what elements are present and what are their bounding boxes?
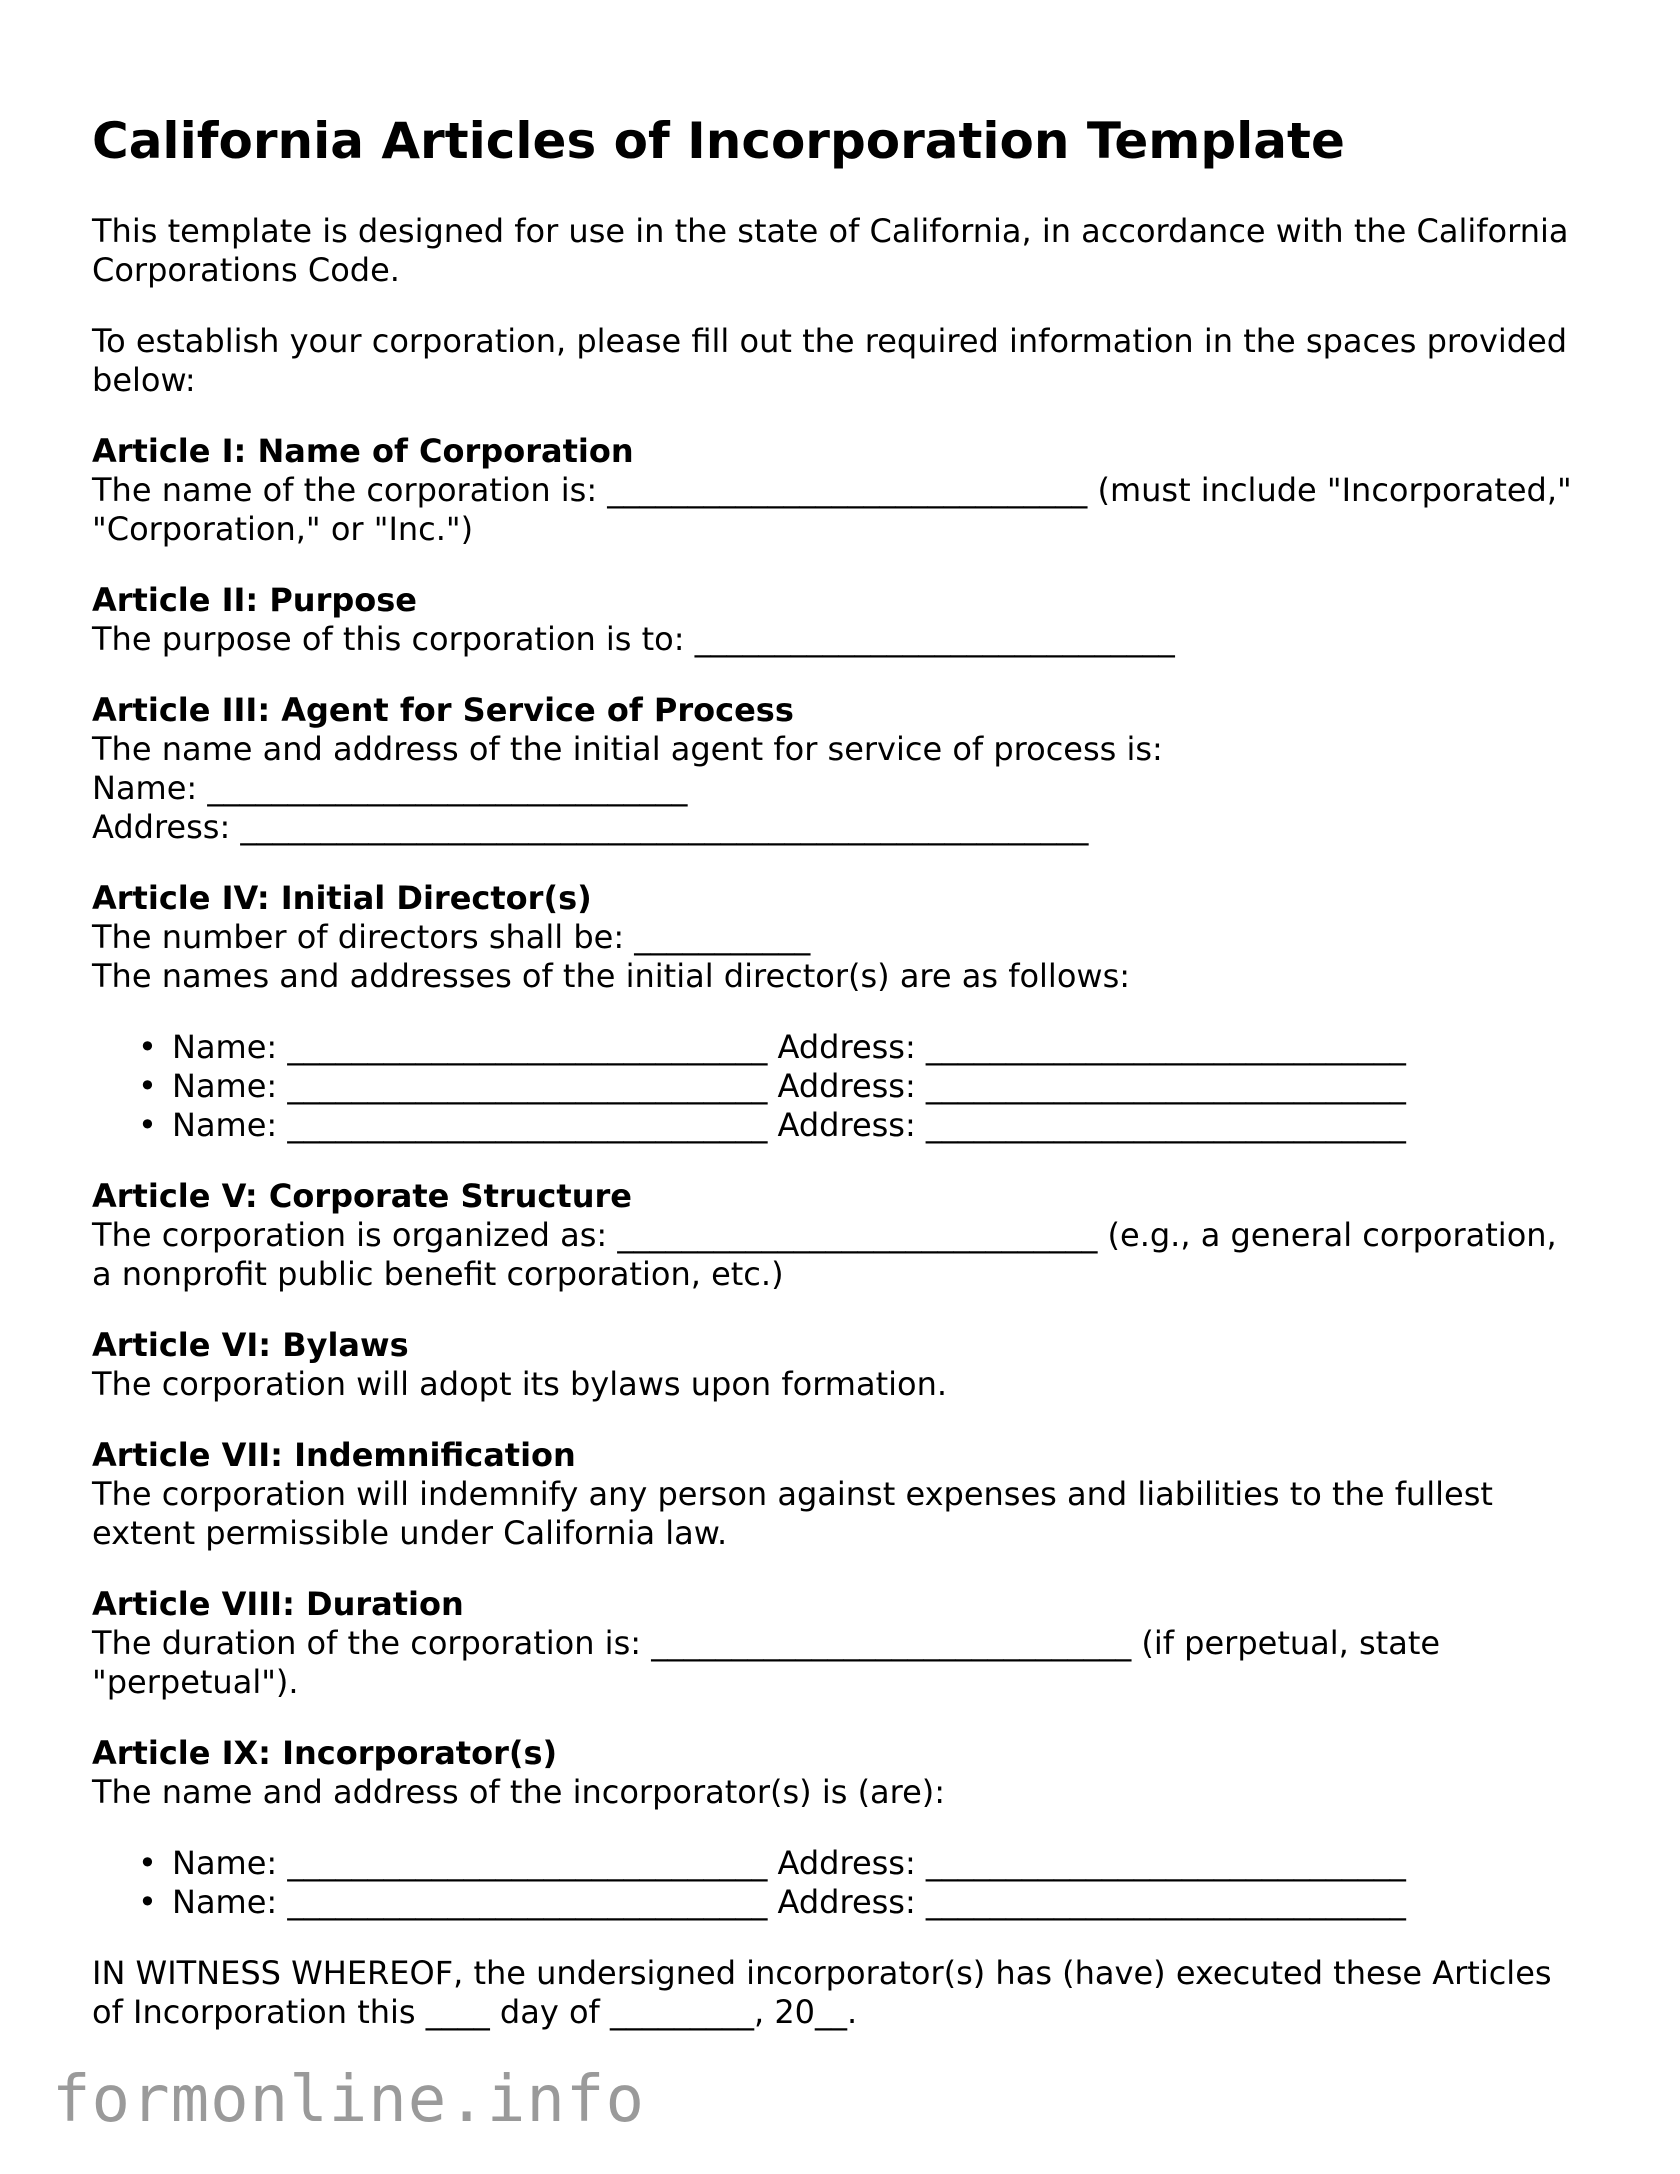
article-6-heading: Article VI: Bylaws — [92, 1326, 409, 1364]
incorporators-description: The name and address of the incorporator(s) is (are): — [92, 1773, 946, 1811]
intro-paragraph-1: This template is designed for use in the state of California, in accordance with the California Corporations Code. — [92, 212, 1569, 289]
corporation-name-field: The name of the corporation is: ______________________________ (must include "Incorporated," "Corporation," or "Inc.") — [92, 471, 1572, 548]
article-4-section — [92, 879, 1572, 996]
article-7-section — [92, 1436, 1572, 1553]
incorporator-entry: • Name: ______________________________ Address: ______________________________ — [172, 1844, 1572, 1883]
director-entry: • Name: ______________________________ Address: ______________________________ — [172, 1028, 1572, 1067]
purpose-field: The purpose of this corporation is to: ______________________________ — [92, 620, 1175, 658]
article-3-heading: Article III: Agent for Service of Process — [92, 691, 794, 729]
incorporators-list — [92, 1844, 1572, 1922]
director-entry: • Name: ______________________________ Address: ______________________________ — [172, 1067, 1572, 1106]
article-3-section — [92, 691, 1572, 847]
article-5-section — [92, 1177, 1572, 1294]
article-4-heading: Article IV: Initial Director(s) — [92, 879, 592, 917]
bylaws-text: The corporation will adopt its bylaws upon formation. — [92, 1365, 948, 1403]
article-8-section — [92, 1585, 1572, 1702]
document-title: California Articles of Incorporation Template — [92, 112, 1345, 170]
article-5-heading: Article V: Corporate Structure — [92, 1177, 632, 1215]
director-entry: • Name: ______________________________ Address: ______________________________ — [172, 1106, 1572, 1145]
article-2-section — [92, 581, 1572, 659]
article-1-heading: Article I: Name of Corporation — [92, 432, 634, 470]
indemnification-text: The corporation will indemnify any person against expenses and liabilities to the fullest extent permissible under California law. — [92, 1475, 1493, 1552]
article-9-heading: Article IX: Incorporator(s) — [92, 1734, 558, 1772]
article-1-section — [92, 432, 1572, 549]
duration-field: The duration of the corporation is: ______________________________ (if perpetual, state "perpetual"). — [92, 1624, 1441, 1701]
directors-list — [92, 1028, 1572, 1145]
witness-statement: IN WITNESS WHEREOF, the undersigned incorporator(s) has (have) executed these Articles of Incorporation this ____ day of _________, 20__. — [92, 1954, 1552, 2031]
article-8-heading: Article VIII: Duration — [92, 1585, 464, 1623]
document-page — [92, 110, 1572, 2064]
agent-name-field: Name: ______________________________ — [92, 769, 688, 807]
director-count-field: The number of directors shall be: ___________ — [92, 918, 811, 956]
article-6-section — [92, 1326, 1572, 1404]
article-7-heading: Article VII: Indemnification — [92, 1436, 576, 1474]
agent-description: The name and address of the initial agent for service of process is: — [92, 730, 1163, 768]
agent-address-field: Address: _____________________________________________________ — [92, 808, 1089, 846]
incorporator-entry: • Name: ______________________________ Address: ______________________________ — [172, 1883, 1572, 1922]
article-2-heading: Article II: Purpose — [92, 581, 417, 619]
directors-description: The names and addresses of the initial director(s) are as follows: — [92, 957, 1131, 995]
article-9-section — [92, 1734, 1572, 1812]
corporate-structure-field: The corporation is organized as: ______________________________ (e.g., a general corporation, a nonprofit public benefit corporation, etc.) — [92, 1216, 1557, 1293]
watermark: formonline.info — [52, 2063, 645, 2137]
intro-paragraph-2: To establish your corporation, please fill out the required information in the spaces provided below: — [92, 322, 1568, 399]
